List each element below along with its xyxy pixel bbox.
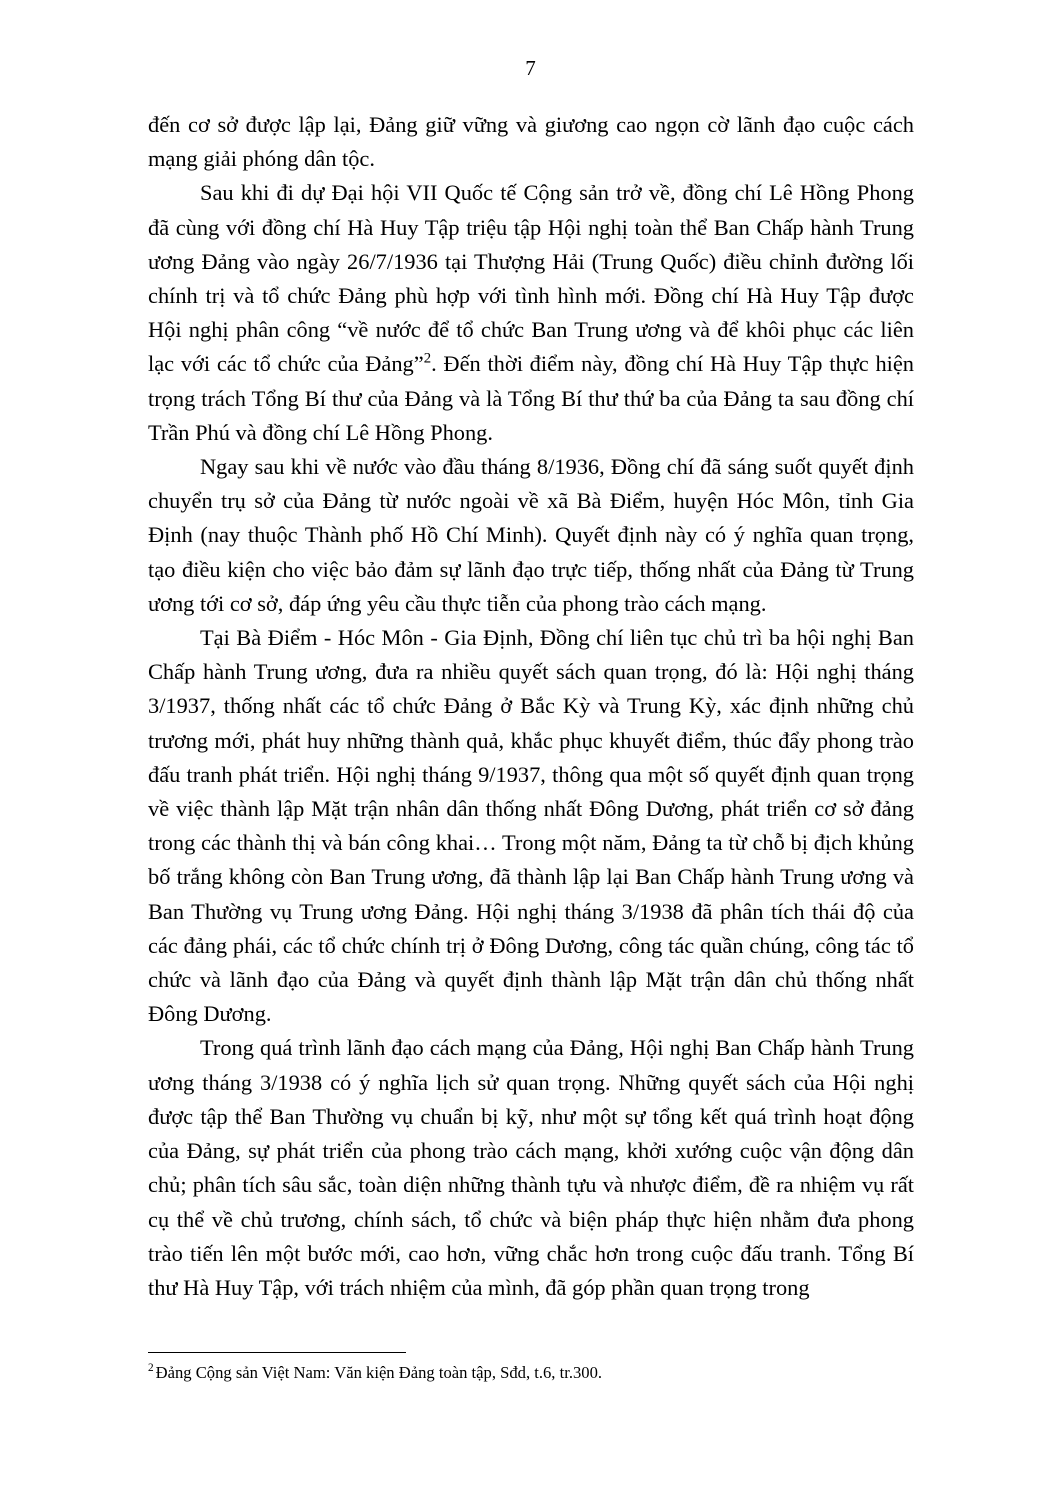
paragraph <box>148 176 914 450</box>
paragraph: Trong quá trình lãnh đạo cách mạng của Đảng, Hội nghị Ban Chấp hành Trung ương tháng 3/1938 có ý nghĩa lịch sử quan trọng. Những quyết sách của Hội nghị được tập thể Ban Thường vụ chuẩn bị kỹ, như một sự tổng kết quá trình hoạt động của Đảng, sự phát triển của phong trào cách mạng, khởi xướng cuộc vận động dân chủ; phân tích sâu sắc, toàn diện những thành tựu và nhược điểm, đề ra nhiệm vụ rất cụ thể về chủ trương, chính sách, tổ chức và biện pháp thực hiện nhằm đưa phong trào tiến lên một bước mới, cao hơn, vững chắc hơn trong cuộc đấu tranh. Tổng Bí thư Hà Huy Tập, với trách nhiệm của mình, đã góp phần quan trọng trong <box>148 1035 914 1300</box>
paragraph: Tại Bà Điểm - Hóc Môn - Gia Định, Đồng chí liên tục chủ trì ba hội nghị Ban Chấp hành Trung ương, đưa ra nhiều quyết sách quan trọng, đó là: Hội nghị tháng 3/1937, thống nhất các tổ chức Đảng ở Bắc Kỳ và Trung Kỳ, xác định những chủ trương mới, phát huy những thành quả, khắc phục khuyết điểm, thúc đẩy phong trào đấu tranh phát triển. Hội nghị tháng 9/1937, thông qua một số quyết định quan trọng về việc thành lập Mặt trận nhân dân thống nhất Đông Dương, phát triển cơ sở đảng trong các thành thị và bán công khai… Trong một năm, Đảng ta từ chỗ bị địch khủng bố trắng không còn Ban Trung ương, đã thành lập lại Ban Chấp hành Trung ương và Ban Thường vụ Trung ương Đảng. Hội nghị tháng 3/1938 đã phân tích thái độ của các đảng phái, các tổ chức chính trị ở Đông Dương, công tác quần chúng, công tác tổ chức và lãnh đạo của Đảng và quyết định thành lập Mặt trận dân chủ thống nhất Đông Dương. <box>148 625 914 1027</box>
footnote-area <box>148 1352 914 1384</box>
page-number: 7 <box>525 56 536 80</box>
paragraph: đến cơ sở được lập lại, Đảng giữ vững và giương cao ngọn cờ lãnh đạo cuộc cách mạng giải phóng dân tộc. <box>148 112 914 172</box>
body-text <box>148 108 914 1305</box>
paragraph-text-after-footnote: . Đến thời điểm này, đồng chí Hà Huy Tập thực hiện trọng trách Tổng Bí thư của Đảng và là Tổng Bí thư thứ ba của Đảng ta sau đồng chí Trần Phú và đồng chí Lê Hồng Phong. <box>148 351 914 445</box>
paragraph-text-before-footnote: Sau khi đi dự Đại hội VII Quốc tế Cộng sản trở về, đồng chí Lê Hồng Phong đã cùng với đồng chí Hà Huy Tập triệu tập Hội nghị toàn thể Ban Chấp hành Trung ương Đảng vào ngày 26/7/1936 tại Thượng Hải (Trung Quốc) điều chỉnh đường lối chính trị và tổ chức Đảng phù hợp với tình hình mới. Đồng chí Hà Huy Tập được Hội nghị phân công “về nước để tổ chức Ban Trung ương và để khôi phục các liên lạc với các tổ chức của Đảng” <box>148 180 914 377</box>
footnote-number: 2 <box>148 1362 154 1375</box>
footnote-item <box>148 1362 914 1384</box>
footnote-text: Đảng Cộng sản Việt Nam: Văn kiện Đảng toàn tập, Sđd, t.6, tr.300. <box>155 1363 603 1382</box>
footnote-separator-rule <box>148 1352 406 1353</box>
footnote-reference-marker[interactable]: 2 <box>423 350 432 367</box>
paragraph: Ngay sau khi về nước vào đầu tháng 8/1936, Đồng chí đã sáng suốt quyết định chuyển trụ sở của Đảng từ nước ngoài về xã Bà Điểm, huyện Hóc Môn, tỉnh Gia Định (nay thuộc Thành phố Hồ Chí Minh). Quyết định này có ý nghĩa quan trọng, tạo điều kiện cho việc bảo đảm sự lãnh đạo trực tiếp, thống nhất của Đảng từ Trung ương tới cơ sở, đáp ứng yêu cầu thực tiễn của phong trào cách mạng. <box>148 454 914 616</box>
